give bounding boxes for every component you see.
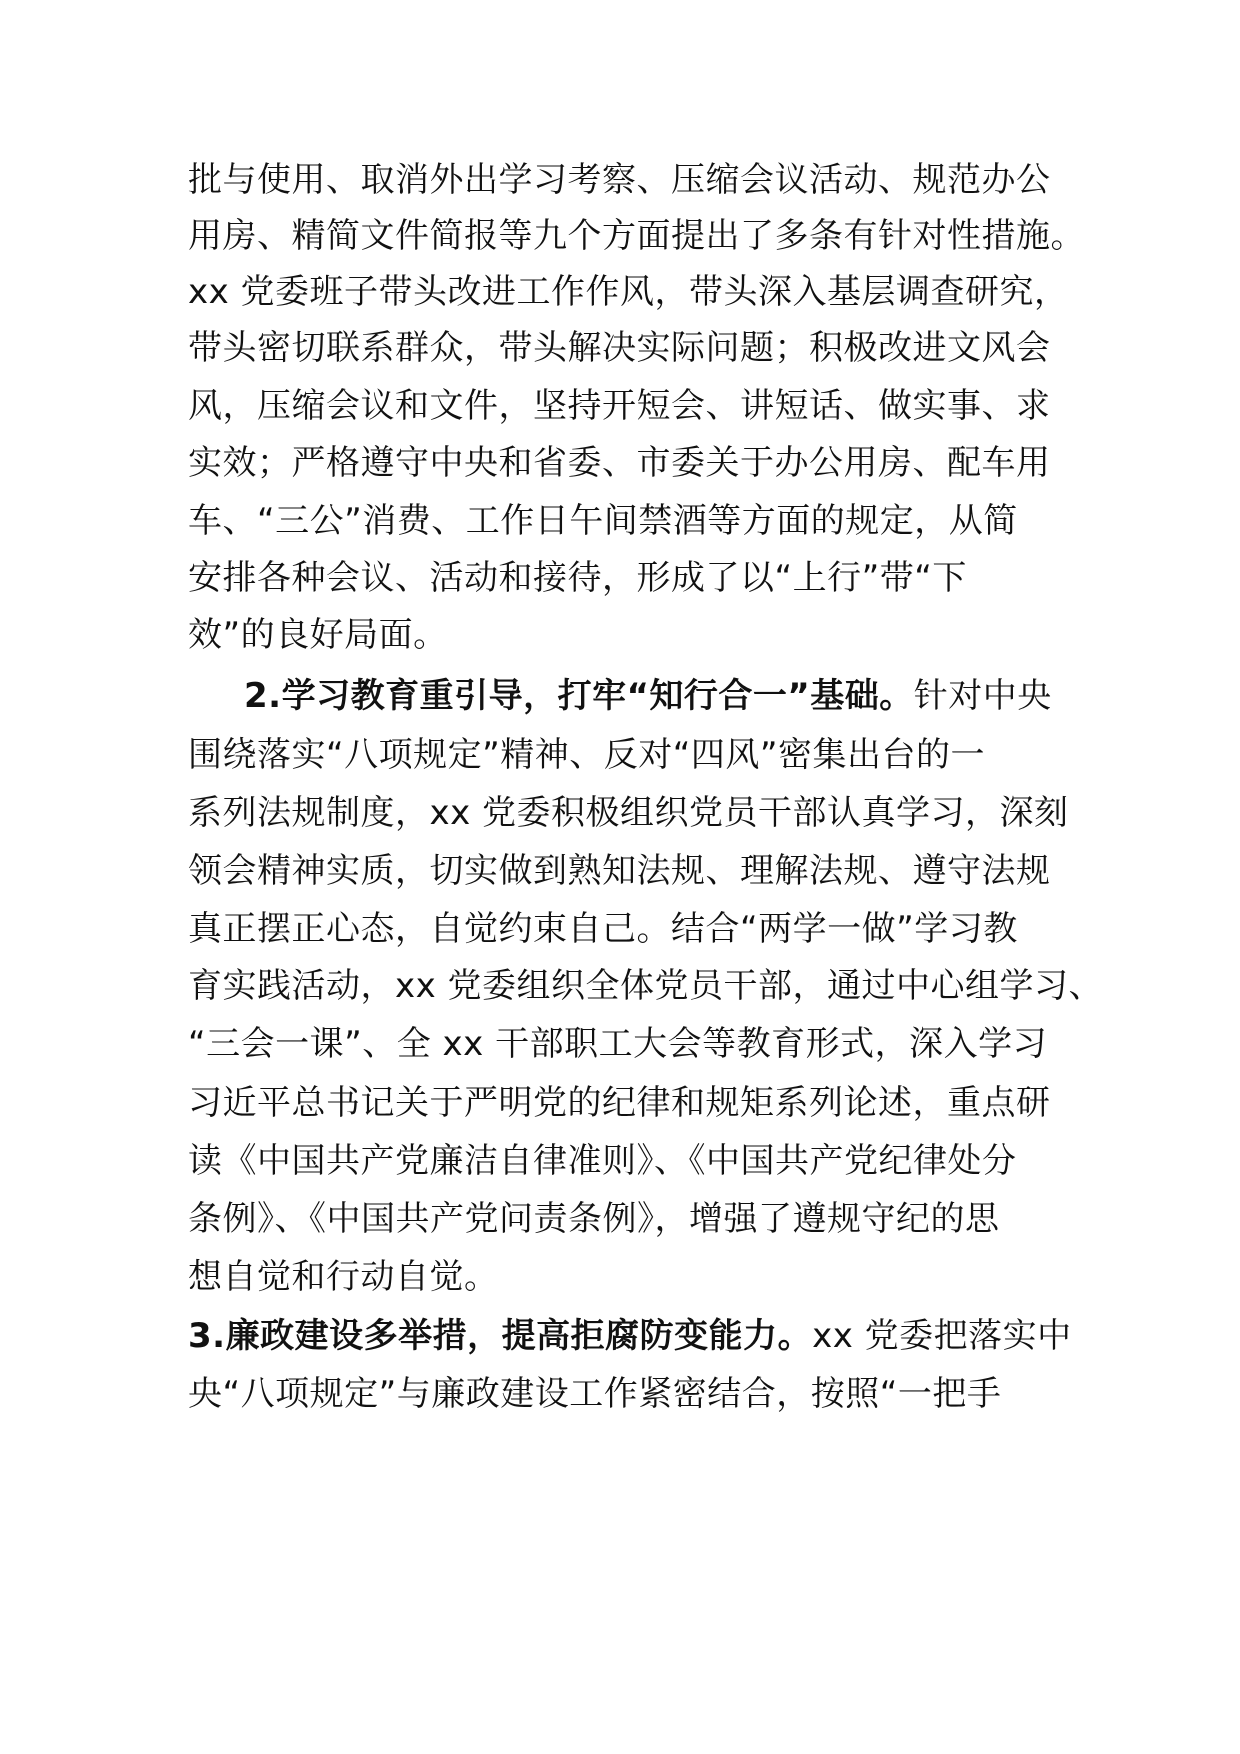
section-2-heading: 2.学习教育重引导，打牢“知行合一”基础。 (244, 676, 914, 716)
text-line: 读《中国共产党廉洁自律准则》、《中国共产党纪律处分 (188, 1141, 1017, 1181)
text-line: 批与使用、取消外出学习考察、压缩会议活动、规范办公 (188, 160, 1051, 200)
section-2-first-line (244, 674, 1052, 718)
text-line: 央“八项规定”与廉政建设工作紧密结合，按照“一把手 (188, 1374, 1002, 1414)
text-line: 效”的良好局面。 (188, 615, 448, 655)
section-3-lead-text: xx 党委把落实中 (812, 1316, 1072, 1356)
text-line: xx 党委班子带头改进工作作风，带头深入基层调查研究， (188, 272, 1069, 312)
text-line: 真正摆正心态，自觉约束自己。结合“两学一做”学习教 (188, 909, 1018, 949)
text-line: 围绕落实“八项规定”精神、反对“四风”密集出台的一 (188, 735, 985, 775)
text-line: 安排各种会议、活动和接待，形成了以“上行”带“下 (188, 558, 967, 598)
text-line: 条例》、《中国共产党问责条例》，增强了遵规守纪的思 (188, 1199, 1000, 1239)
text-line: 育实践活动，xx 党委组织全体党员干部，通过中心组学习、 (188, 966, 1104, 1006)
text-line: 带头密切联系群众，带头解决实际问题；积极改进文风会 (188, 328, 1051, 368)
section-3-first-line (188, 1314, 1072, 1358)
text-line: 实效；严格遵守中央和省委、市委关于办公用房、配车用 (188, 443, 1051, 483)
text-line: 用房、精简文件简报等九个方面提出了多条有针对性措施。 (188, 216, 1085, 256)
text-line: 想自觉和行动自觉。 (188, 1257, 499, 1297)
text-line: 领会精神实质，切实做到熟知法规、理解法规、遵守法规 (188, 851, 1051, 891)
text-line: 习近平总书记关于严明党的纪律和规矩系列论述，重点研 (188, 1083, 1051, 1123)
text-line: 车、“三公”消费、工作日午间禁酒等方面的规定，从简 (188, 501, 1018, 541)
text-line: 系列法规制度，xx 党委积极组织党员干部认真学习，深刻 (188, 793, 1069, 833)
text-line: 风，压缩会议和文件，坚持开短会、讲短话、做实事、求 (188, 386, 1051, 426)
section-2-lead-text: 针对中央 (913, 676, 1052, 716)
section-3-heading: 3.廉政建设多举措，提高拒腐防变能力。 (188, 1316, 813, 1356)
text-line: “三会一课”、全 xx 干部职工大会等教育形式，深入学习 (188, 1024, 1048, 1064)
